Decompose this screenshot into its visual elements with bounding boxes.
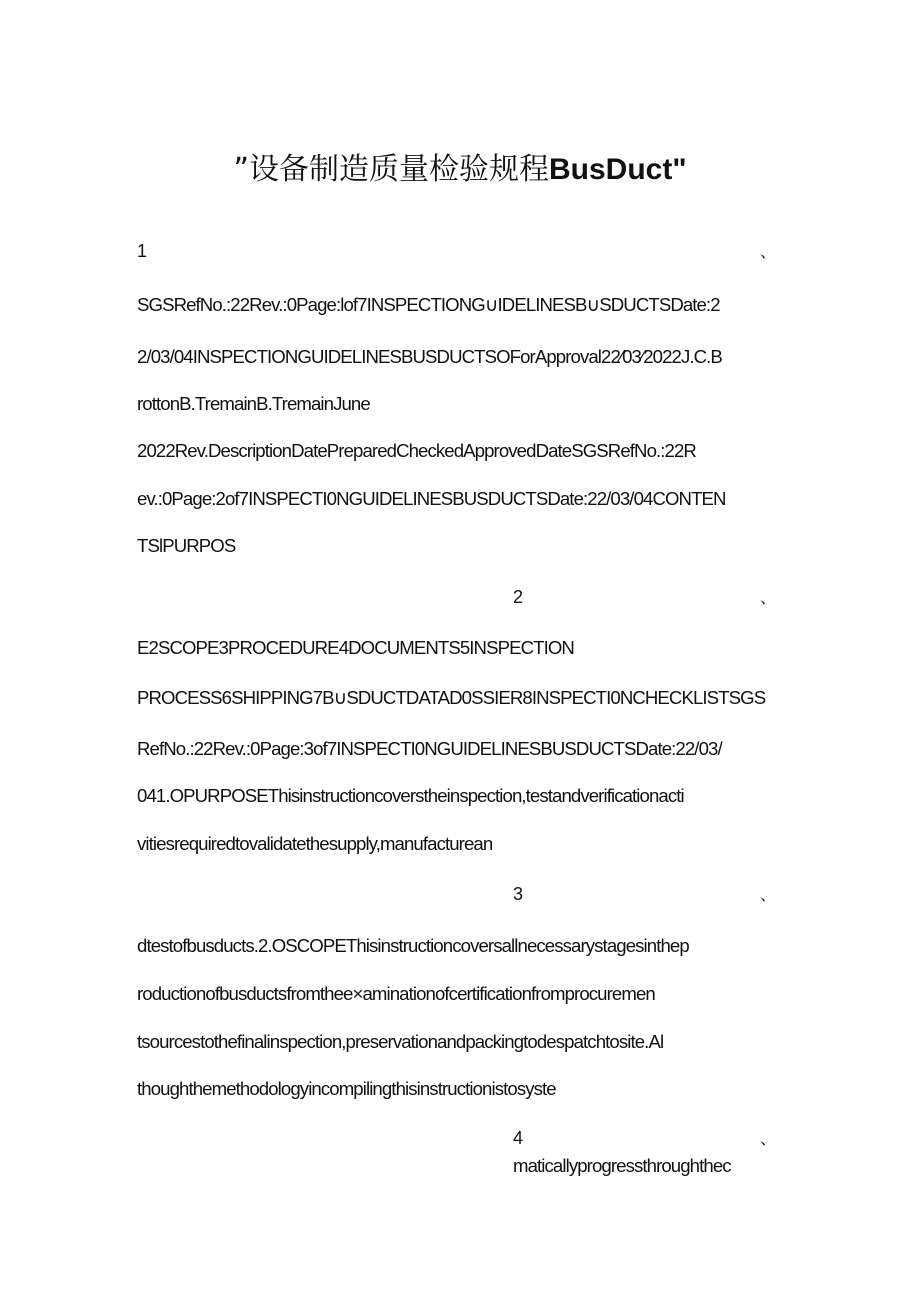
text-line: PROCESS6SHIPPING7B∪SDUCTDATAD0SSIER8INSPECTI0NCHECKLISTSGS [137,687,766,708]
text-line: ev.:0Page:2of7INSPECTI0NGUIDELINESBUSDUCTSDate:22/03/04CONTEN [137,488,726,509]
section-number: 4 [513,1128,524,1148]
section-mark: 、 [760,242,777,261]
text-line: vitiesrequiredtovalidatethesupply,manufacturean [137,833,493,854]
title-chinese: ”设备制造质量检验规程 [233,152,549,187]
text-line: 041.OPURPOSEThisinstructioncoverstheinspection,testandverificationacti [137,785,684,806]
section-number: 2 [513,587,524,607]
title-latin: BusDuct" [548,153,687,186]
text-line: dtestofbusducts.2.OSCOPEThisinstructioncoversallnecessarystagesinthep [137,935,689,956]
text-line: E2SCOPE3PROCEDURE4DOCUMENTS5INSPECTION [137,637,574,658]
text-line: roductionofbusductsfromthee×aminationofcertificationfromprocuremen [137,983,655,1004]
section-mark: 、 [760,588,777,607]
section-mark: 、 [760,1129,777,1148]
text-line: 2022Rev.DescriptionDatePreparedCheckedApprovedDateSGSRefNo.:22R [137,440,696,461]
text-line: rottonB.TremainB.TremainJune [137,393,370,414]
section-number: 1 [137,241,148,261]
text-line: maticallyprogressthroughthec [513,1155,731,1176]
text-line: thoughthemethodologyincompilingthisinstructionistosyste [137,1078,556,1099]
text-line: 2/03/04INSPECTIONGUIDELINESBUSDUCTSOForApproval22⁄03⁄2022J.C.B [137,346,722,367]
page-title [0,150,920,190]
section-mark: 、 [760,885,777,904]
text-line: tsourcestothefinalinspection,preservationandpackingtodespatchtosite.Al [137,1031,664,1052]
text-line: TSlPURPOS [137,535,236,556]
text-line: RefNo.:22Rev.:0Page:3of7INSPECTI0NGUIDELINESBUSDUCTSDate:22/03/ [137,738,722,759]
section-number: 3 [513,884,524,904]
text-line: SGSRefNo.:22Rev.:0Page:lof7INSPECTIONG∪IDELINESB∪SDUCTSDate:2 [137,294,720,315]
